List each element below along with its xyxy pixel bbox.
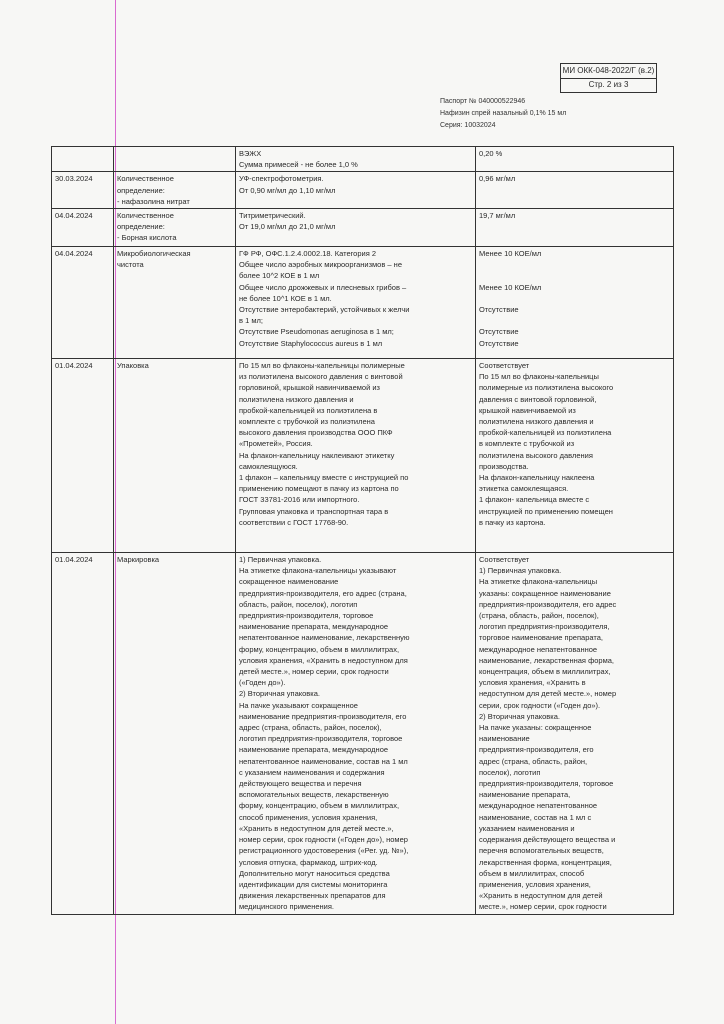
date-text: 01.04.2024 [55, 361, 93, 371]
result-line: месте.», номер серии, срок годности [479, 902, 607, 912]
requirement-line: ГФ РФ, ОФС.1.2.4.0002.18. Категория 2 [239, 249, 377, 259]
results-table [51, 146, 674, 915]
requirement-line: горловиной, крышкой навинчиваемой из [239, 383, 380, 393]
requirement-line: непатентованное наименование, лекарственную [239, 633, 410, 643]
cell-result [476, 172, 674, 209]
requirement-line: Титриметрический. [239, 211, 306, 221]
result-line: предприятия-производителя, торговое [479, 779, 614, 789]
result-line: содержания действующего вещества и [479, 835, 616, 845]
result-line: На флакон-капельницу наклеена [479, 473, 595, 483]
requirement-line: «Прометей», Россия. [239, 439, 313, 449]
result-line: предприятия-производителя, его адрес [479, 599, 617, 609]
table-row [52, 359, 674, 553]
requirement-line: с указанием наименования и содержания [239, 767, 385, 777]
result-line: 19,7 мг/мл [479, 211, 516, 221]
requirement-line: Общее число аэробных микроорганизмов – не [239, 260, 402, 270]
cell-result [476, 553, 674, 915]
result-line: международное непатентованное [479, 644, 598, 654]
result-line: На пачке указаны: сокращенное [479, 723, 592, 733]
requirement-line: сокращенное наименование [239, 577, 339, 587]
result-line: 2) Вторичная упаковка. [479, 711, 560, 721]
requirement-line: Общее число дрожжевых и плесневых грибов – [239, 282, 407, 292]
result-line [479, 270, 670, 281]
requirement-line: ВЭЖХ [239, 149, 262, 158]
result-line: Отсутствие [479, 327, 519, 337]
indicator-line: определение: [117, 185, 165, 195]
table-row [52, 553, 674, 915]
cell-indicator [114, 147, 236, 172]
result-line: предприятия-производителя, его [479, 745, 594, 755]
requirement-line: На этикетке флакона-капельницы указывают [239, 566, 397, 576]
result-line: торговое наименование препарата, [479, 633, 603, 643]
result-line: 0,96 мг/мл [479, 174, 516, 184]
requirement-line: 1) Первичная упаковка. [239, 555, 322, 565]
requirement-line: полиэтилена низкого давления и [239, 394, 354, 404]
table-row [52, 209, 674, 247]
requirement-line: более 10^2 КОЕ в 1 мл [239, 271, 320, 281]
cell-date [52, 172, 114, 209]
result-line: 1 флакон- капельница вместе с [479, 495, 590, 505]
indicator-line: Количественное [117, 211, 174, 221]
result-line: «Хранить в недоступном для детей [479, 891, 603, 901]
requirement-line: идентификации для системы мониторинга [239, 879, 388, 889]
passport-info [440, 96, 566, 132]
requirement-line: непатентованное наименование, состав на 1 мл [239, 756, 408, 766]
requirement-line: высокого давления производства ООО ПКФ [239, 428, 393, 438]
result-line: 0,20 % [479, 149, 503, 158]
result-line: лекарственная форма, концентрация, [479, 857, 612, 867]
result-line: На этикетке флакона-капельницы [479, 577, 598, 587]
requirement-line: УФ-спектрофотометрия. [239, 174, 324, 184]
requirement-line: не более 10^1 КОЕ в 1 мл. [239, 293, 332, 303]
date-text: 30.03.2024 [55, 174, 93, 184]
result-line: Менее 10 КОЕ/мл [479, 249, 542, 259]
requirement-line: На флакон-капельницу наклеивают этикетку [239, 450, 395, 460]
result-line: давления с винтовой горловиной, [479, 394, 597, 404]
table-row [52, 172, 674, 209]
requirement-line: действующего вещества и перечня [239, 779, 362, 789]
requirement-line: пробкой-капельницей из полиэтилена в [239, 405, 378, 415]
indicator-line: Микробиологическая [117, 249, 191, 259]
cell-requirement [236, 147, 476, 172]
cell-requirement [236, 247, 476, 359]
result-line: пробкой-капельницей из полиэтилена [479, 428, 612, 438]
requirement-line: предприятия-производителя, его адрес (страна, [239, 588, 407, 598]
cell-indicator [114, 172, 236, 209]
cell-date [52, 359, 114, 553]
requirement-line: из полиэтилена высокого давления с винтовой [239, 372, 403, 382]
requirement-line: детей месте.», номер серии, срок годности [239, 667, 389, 677]
requirement-line: соответствии с ГОСТ 17768-90. [239, 517, 349, 527]
cell-indicator [114, 553, 236, 915]
cell-date [52, 209, 114, 247]
cell-result [476, 147, 674, 172]
requirement-line: Сумма примесей - не более 1,0 % [239, 160, 358, 170]
requirement-line: предприятия-производителя, торговое [239, 611, 374, 621]
result-line: наименование, состав на 1 мл с [479, 812, 592, 822]
requirement-line: наименование предприятия-производителя, его [239, 711, 407, 721]
result-line: наименование [479, 734, 530, 744]
result-line: производства. [479, 461, 529, 471]
result-line: наименование, лекарственная форма, [479, 655, 614, 665]
result-line: (страна, область, район, поселок), [479, 611, 599, 621]
result-line: крышкой навинчиваемой из [479, 405, 576, 415]
result-line: указанием наименования и [479, 823, 575, 833]
requirement-line: Дополнительно могут наноситься средства [239, 868, 390, 878]
cell-requirement [236, 209, 476, 247]
cell-date [52, 553, 114, 915]
result-line: Отсутствие [479, 338, 519, 348]
requirement-line: форму, концентрацию, объем в миллилитрах, [239, 801, 400, 811]
indicator-line: - Борная кислота [117, 233, 177, 243]
requirement-line: адрес (страна, область, район, поселок), [239, 723, 382, 733]
requirement-line: в 1 мл; [239, 316, 263, 326]
result-line [479, 259, 670, 270]
result-line: Соответствует [479, 555, 530, 565]
series-number: Серия: 10032024 [440, 122, 496, 129]
requirement-line: наименование препарата, международное [239, 622, 389, 632]
requirement-line: самоклеящуюся. [239, 461, 298, 471]
requirement-line: вспомогательных веществ, лекарственную [239, 790, 389, 800]
requirement-line: номер серии, срок годности («Годен до»), номер [239, 835, 408, 845]
result-line: адрес (страна, область, район, [479, 756, 588, 766]
cell-indicator [114, 209, 236, 247]
result-line: недоступном для детей месте.», номер [479, 689, 617, 699]
requirement-line: область, район, поселок), логотип [239, 599, 358, 609]
result-line: инструкцией по применению помещен [479, 506, 613, 516]
result-line [479, 293, 670, 304]
date-text: 01.04.2024 [55, 555, 93, 565]
requirement-line: применению помещают в пачку из картона по [239, 484, 399, 494]
cell-result [476, 359, 674, 553]
date-text: 04.04.2024 [55, 249, 93, 259]
cell-indicator [114, 359, 236, 553]
result-line: применения, условия хранения, [479, 879, 591, 889]
requirement-line: медицинского применения. [239, 902, 335, 912]
result-line: условия хранения, «Хранить в [479, 678, 586, 688]
requirement-line: комплекте с трубочкой из полиэтилена [239, 417, 375, 427]
result-line: полиэтилена высокого давления [479, 450, 593, 460]
result-line: Менее 10 КОЕ/мл [479, 282, 542, 292]
result-line: концентрация, объем в миллилитрах, [479, 667, 611, 677]
indicator-line: - нафазолина нитрат [117, 196, 190, 206]
requirement-line: регистрационного удостоверения («Рег. уд. №»), [239, 846, 409, 856]
requirement-line: Отсутствие энтеробактерий, устойчивых к желчи [239, 305, 410, 315]
requirement-line: наименование препарата, международное [239, 745, 389, 755]
result-line [479, 315, 670, 326]
cell-result [476, 209, 674, 247]
result-line: Соответствует [479, 361, 530, 371]
table-row [52, 147, 674, 172]
page-number: Стр. 2 из 3 [560, 78, 657, 93]
requirement-line: ГОСТ 33781-2016 или импортного. [239, 495, 360, 505]
indicator-line: определение: [117, 222, 165, 232]
requirement-line: Групповая упаковка и транспортная тара в [239, 506, 389, 516]
result-line: полиэтилена низкого давления и [479, 417, 594, 427]
indicator-line: Количественное [117, 174, 174, 184]
result-line: международное непатентованное [479, 801, 598, 811]
cell-indicator [114, 247, 236, 359]
requirement-line: «Хранить в недоступном для детей месте.», [239, 823, 394, 833]
requirement-line: форму, концентрацию, объем в миллилитрах, [239, 644, 400, 654]
requirement-line: («Годен до»). [239, 678, 286, 688]
date-text: 04.04.2024 [55, 211, 93, 221]
result-line: поселок), логотип [479, 767, 541, 777]
result-line: перечня вспомогательных веществ, [479, 846, 604, 856]
result-line: логотип предприятия-производителя, [479, 622, 610, 632]
result-line: объем в миллилитрах, способ [479, 868, 585, 878]
product-name: Нафизин спрей назальный 0,1% 15 мл [440, 110, 567, 117]
result-line: наименование препарата, [479, 790, 571, 800]
cell-requirement [236, 172, 476, 209]
indicator-line: Упаковка [117, 361, 149, 371]
requirement-line: условия хранения, «Хранить в недоступном для [239, 655, 408, 665]
cell-requirement [236, 553, 476, 915]
requirement-line: логотип предприятия-производителя, торговое [239, 734, 403, 744]
cell-result [476, 247, 674, 359]
requirement-line: На пачке указывают сокращенное [239, 700, 358, 710]
requirement-line: 2) Вторичная упаковка. [239, 689, 320, 699]
requirement-line: Отсутствие Pseudomonas aeruginosa в 1 мл; [239, 327, 394, 337]
table-row [52, 247, 674, 359]
result-line: полимерные из полиэтилена высокого [479, 383, 614, 393]
cell-requirement [236, 359, 476, 553]
result-line: в комплекте с трубочкой из [479, 439, 575, 449]
indicator-line: Маркировка [117, 555, 160, 565]
result-line: 1) Первичная упаковка. [479, 566, 562, 576]
indicator-line: чистота [117, 260, 144, 270]
result-line: Отсутствие [479, 305, 519, 315]
cell-date [52, 247, 114, 359]
document-code: МИ ОКК-048-2022/Г (в.2) [560, 63, 657, 79]
requirement-line: По 15 мл во флаконы-капельницы полимерные [239, 361, 405, 371]
result-line: в пачку из картона. [479, 517, 546, 527]
requirement-line: способ применения, условия хранения, [239, 812, 378, 822]
result-line: По 15 мл во флаконы-капельницы [479, 372, 599, 382]
requirement-line: От 19,0 мг/мл до 21,0 мг/мл [239, 222, 336, 232]
requirement-line: От 0,90 мг/мл до 1,10 мг/мл [239, 185, 336, 195]
requirement-line: движения лекарственных препаратов для [239, 891, 386, 901]
result-line: серии, срок годности («Годен до»). [479, 700, 601, 710]
result-line: указаны: сокращенное наименование [479, 588, 611, 598]
passport-number: Паспорт № 040000522946 [440, 98, 526, 105]
requirement-line: Отсутствие Staphylococcus aureus в 1 мл [239, 338, 383, 348]
cell-date [52, 147, 114, 172]
requirement-line: условия отпуска, фармакод, штрих-код. [239, 857, 378, 867]
result-line: этикетка самоклеящаяся. [479, 484, 569, 494]
requirement-line: 1 флакон – капельницу вместе с инструкцией по [239, 473, 409, 483]
